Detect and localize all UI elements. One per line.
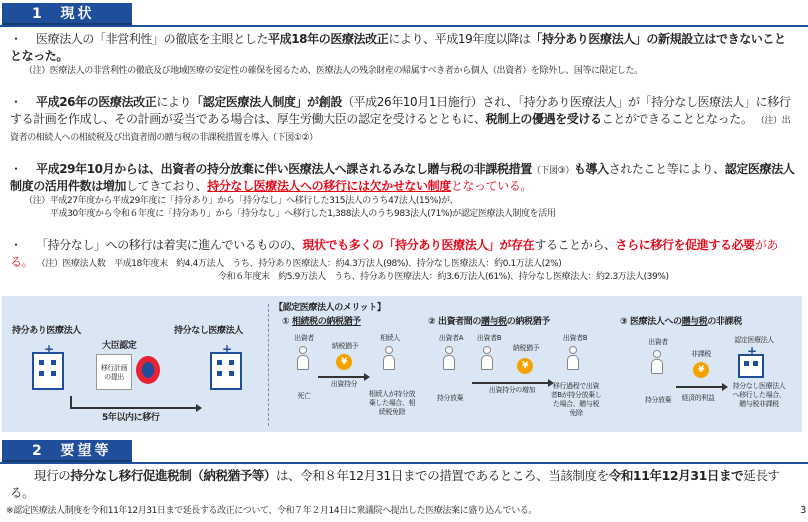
document-label: 移行計画の提出	[100, 364, 128, 381]
m3-arrow	[676, 386, 726, 388]
m1-hold-label: 出資持分	[330, 380, 358, 388]
approval-label: 大臣認定	[102, 341, 137, 351]
request-note: ※認定医療法人制度を令和11年12月31日まで延長する改正について、令和７年２月14日に衆議院へ提出した医療法案に盛り込んでいる。	[6, 506, 537, 516]
m3-investor-icon	[650, 350, 664, 376]
paragraph-2-note: （注）出資者の相続人への相続税及び出資者間の贈与税の非課税措置を導入（下図①②）	[10, 116, 791, 143]
page-number: 3	[800, 505, 806, 516]
m2-increase-label: 出資持分の増加	[488, 386, 536, 394]
hospital-icon-after: +	[210, 352, 242, 390]
m3-waive-label: 持分放棄	[644, 396, 672, 404]
m2-result-label: 移行過程で出資者Bが持分放棄した場合、贈与税免除	[550, 382, 602, 417]
m1-arrow	[318, 376, 368, 378]
m2-investor-a-icon	[442, 346, 456, 372]
m3-hospital-icon: +	[738, 354, 764, 378]
from-label: 持分あり医療法人	[12, 326, 81, 336]
m2-waive-label: 持分放棄	[436, 394, 464, 402]
section2-title: 要望等	[60, 443, 112, 459]
approval-logo-icon-inner	[142, 362, 154, 378]
period-label: 5年以内に移行	[102, 413, 160, 423]
hospital-icon-before: +	[32, 352, 64, 390]
section2-number: 2	[32, 443, 45, 459]
paragraph-4-note-1: （注）医療法人数 平成18年度末 約4.4万法人 うち、持分あり医療法人：約4.3万法人(98%)、持分なし医療法人：約0.1万法人(2%)	[36, 259, 562, 269]
paragraph-3-note-2: 平成30年度から令和６年度に「持分あり」から「持分なし」へ移行した1,388法人のうち983法人(71%)が認定医療法人制度を活用	[50, 209, 556, 219]
section1-number: 1	[32, 6, 45, 22]
to-label: 持分なし医療法人	[174, 326, 243, 336]
paragraph-2: ・ 平成26年の医療法改正により「認定医療法人制度」が創設（平成26年10月1日施行）され、「持分あり医療法人」が「持分なし医療法人」に移行する計画を作成し、その計画が妥当である場合は、厚生労働大臣の認定を受けるとともに、税制上の優遇を受けることができることとなった。 （注）出資者の相続人への相続税及び出資者間の贈与税の非課税措置を導入（下図①②）	[10, 95, 791, 143]
m3-corp-label: 認定医療法人	[734, 336, 774, 344]
m1-heir-label: 相続人	[380, 334, 400, 342]
m1-heir-icon	[382, 346, 396, 372]
m1-yen-coin-icon: ¥	[336, 354, 352, 370]
paragraph-3-note-1: （注）平成27年度から平成29年度に「持分あり」から「持分なし」へ移行した315法人のうち47法人(15%)が、	[24, 196, 459, 206]
m2-yen-coin-icon: ¥	[517, 358, 533, 374]
m1-result-label: 相続人が持分放棄した場合、相続税免除	[368, 390, 416, 416]
m2-grace-label: 納税猶予	[512, 344, 540, 352]
merit-1-title: ① 相続税の納税猶予	[282, 317, 361, 327]
m1-investor-icon	[296, 346, 310, 372]
m2-investor-a-label: 出資者A	[438, 334, 464, 342]
m2-investor-b-icon	[480, 346, 494, 372]
transition-arrow-head	[70, 407, 200, 409]
paragraph-4: ・ 「持分なし」への移行は着実に進んでいるものの、現状でも多くの「持分あり医療法人」が存在することから、さらに移行を促進する必要がある。 （注）医療法人数 平成18年度末 約4.4万法人 うち、持分あり医療法人：約4.3万法人(98%)、持分なし医療法人：約0.1万法人(2%) 令和６年度末 約5.9万法人 うち、持分あり医療法人：約3.6万法人(61%)、持分なし医療法人：約2.3万法人(39%)	[10, 237, 796, 284]
merit-3-title: ③ 医療法人への贈与税の非課税	[620, 317, 742, 327]
paragraph-1: ・ 医療法人の「非営利性」の徹底を主眼とした平成18年の医療法改正により、平成19年度以降は「持分あり医療法人」の新規設立はできないこととなった。 （注）医療法人の非営利性の徹底及び地域医療の安定性の確保を図るため、医療法人の残余財産の帰属すべき者から個人（出資者）を除外し、国等に限定した。	[10, 31, 796, 78]
m1-grace-label: 納税猶予	[331, 342, 359, 350]
m3-result-label: 持分なし医療法人へ移行した場合、贈与税非課税	[732, 382, 786, 408]
merit-diagram	[2, 296, 802, 432]
m1-investor-label: 出資者	[294, 334, 314, 342]
m2-arrow	[472, 382, 552, 384]
merit-title: 【認定医療法人のメリット】	[274, 303, 386, 313]
figure-divider	[268, 304, 269, 426]
section2-heading	[2, 440, 132, 462]
paragraph-1-note: （注）医療法人の非営利性の徹底及び地域医療の安定性の確保を図るため、医療法人の残余財産の帰属すべき者から個人（出資者）を除外し、国等に限定した。	[24, 66, 643, 76]
m2-investor-b-label: 出資者B	[476, 334, 502, 342]
paragraph-3: ・ 平成29年10月からは、出資者の持分放棄に伴い医療法人へ課されるみなし贈与税の非課税措置（下図③）も導入されたこと等により、認定医療法人制度の活用件数は増加してきており、持分なし医療法人への移行には欠かせない制度となっている。 （注）平成27年度から平成29年度に「持分あり」から「持分なし」へ移行した315法人のうち47法人(15%)が、 平成30年度から令和６年度に「持分あり」から「持分なし」へ移行した1,388法人のうち983法人(71%)が認定医療法人制度を活用	[10, 162, 795, 219]
paragraph-4-note-2: 令和６年度末 約5.9万法人 うち、持分あり医療法人：約3.6万法人(61%)、持分なし医療法人：約2.3万法人(39%)	[218, 272, 669, 282]
merit-2-title: ② 出資者間の贈与税の納税猶予	[428, 317, 550, 327]
m2-investor-b2-label: 出資者B	[562, 334, 588, 342]
section1-heading	[2, 3, 132, 25]
request-paragraph: 現行の持分なし移行促進税制（納税猶予等）は、令和８年12月31日までの措置であるところ、当該制度を令和11年12月31日まで延長する。	[10, 468, 780, 500]
m3-benefit-label: 経済的利益	[681, 394, 715, 402]
m3-nontax-label: 非課税	[691, 350, 711, 358]
m3-yen-coin-icon: ¥	[693, 362, 709, 378]
section1-rule	[0, 25, 808, 27]
section2-rule	[0, 462, 808, 464]
m3-investor-label: 出資者	[648, 338, 668, 346]
m1-death-label: 死亡	[297, 392, 311, 400]
m2-investor-b2-icon	[566, 346, 580, 372]
section1-title: 現状	[60, 6, 95, 22]
